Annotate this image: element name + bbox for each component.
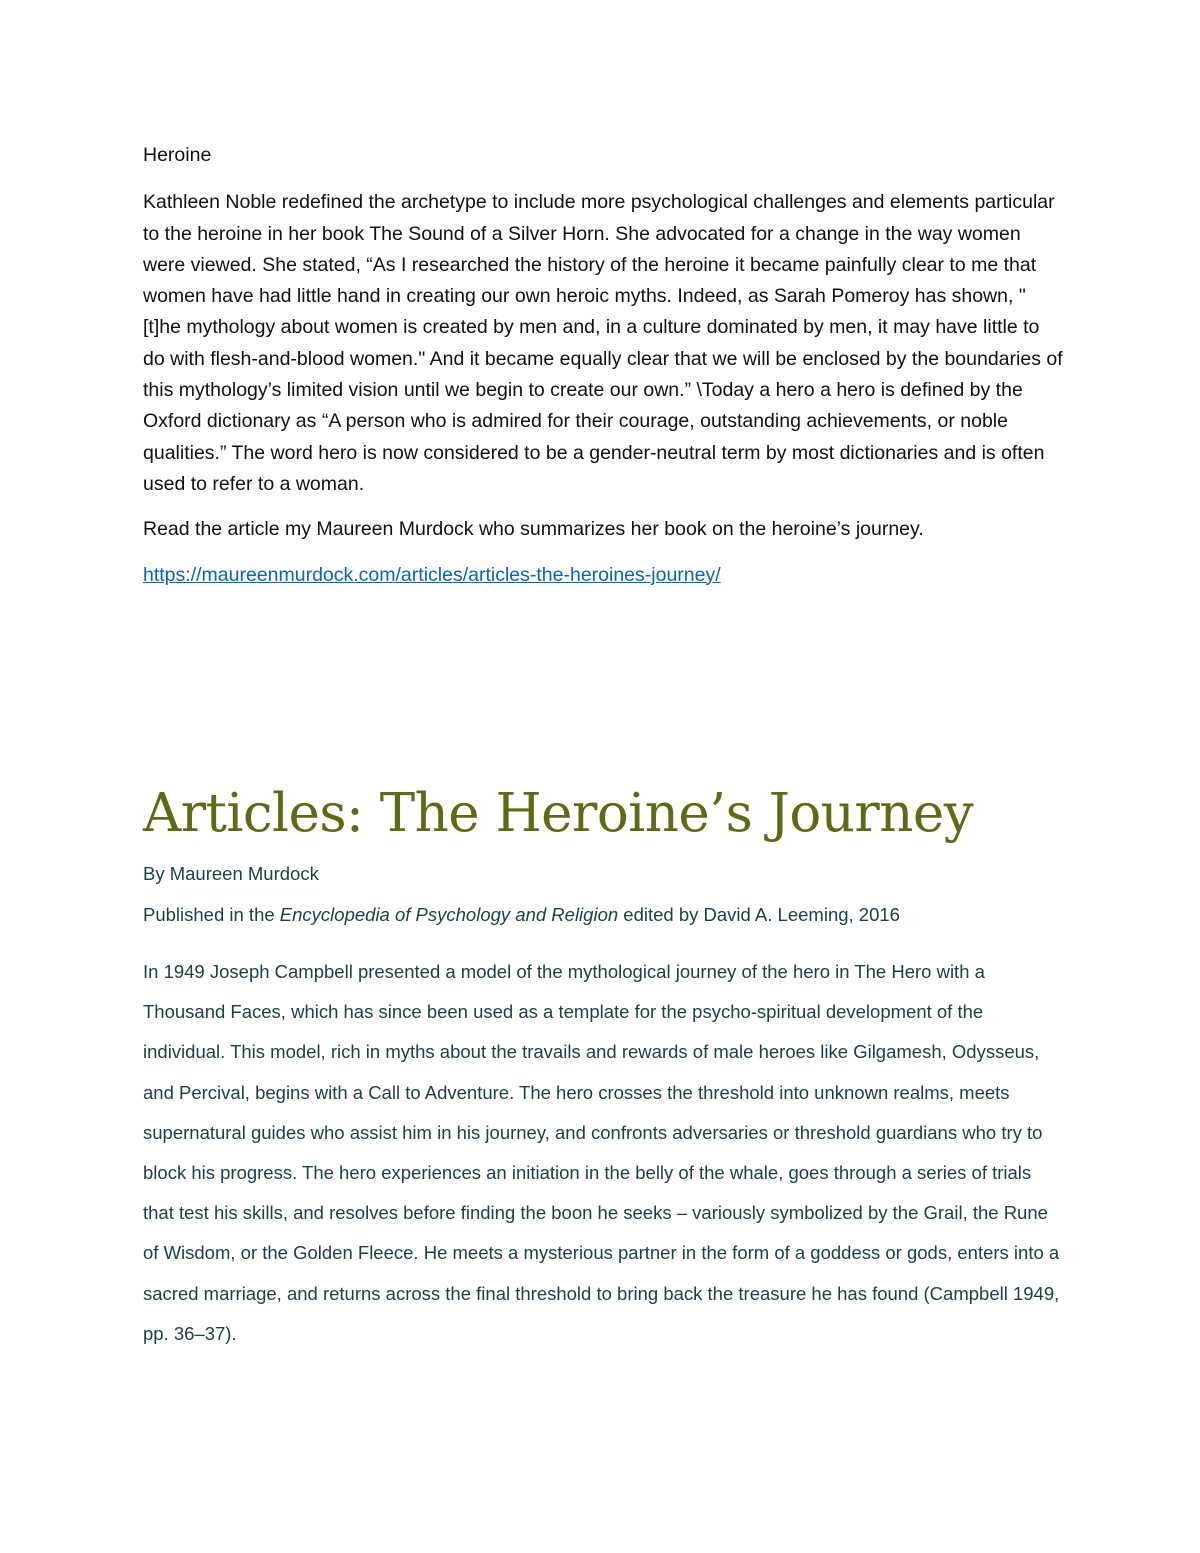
article-link[interactable]: https://maureenmurdock.com/articles/articles-the-heroines-journey/ [143,563,721,586]
essay-paragraph: Kathleen Noble redefined the archetype to include more psychological challenges and elements particular to the heroine in her book The Sound of a Silver Horn. She advocated for a change in the way women were viewed. She stated, “As I researched the history of the heroine it became painfully clear to me that women have had little hand in creating our own heroic myths. Indeed, as Sarah Pomeroy has shown, "[t]he mythology about women is created by men and, in a culture dominated by men, it may have little to do with flesh-and-blood women." And it became equally clear that we will be enclosed by the boundaries of this mythology’s limited vision until we begin to create our own.” \Today a hero a hero is defined by the Oxford dictionary as “A person who is admired for their courage, outstanding achievements, or noble qualities.” The word hero is now considered to be a gender-neutral term by most dictionaries and is often used to refer to a woman. [143,191,1063,495]
section-heading: Heroine [143,144,212,166]
publication-source: Encyclopedia of Psychology and Religion [279,904,619,925]
article-intro-paragraph: Read the article my Maureen Murdock who summarizes her book on the heroine’s journey. [143,518,924,541]
article-publication-note [143,902,1063,928]
article-section [143,774,1063,1354]
article-link-paragraph [143,560,1063,591]
article-byline: By Maureen Murdock [143,863,319,884]
publication-prefix: Published in the [143,904,280,925]
article-body-paragraph: In 1949 Joseph Campbell presented a model of the mythological journey of the hero in The Hero with a Thousand Faces, which has since been used as a template for the psycho-spiritual development of the individual. This model, rich in myths about the travails and rewards of male heroes like Gilgamesh, Odysseus, and Percival, begins with a Call to Adventure. The hero crosses the threshold into unknown realms, meets supernatural guides who assist him in his journey, and confronts adversaries or threshold guardians who try to block his progress. The hero experiences an initiation in the belly of the whale, goes through a series of trials that test his skills, and resolves before finding the boon he seeks – variously symbolized by the Grail, the Rune of Wisdom, or the Golden Fleece. He meets a mysterious partner in the form of a goddess or gods, enters into a sacred marriage, and returns across the final threshold to bring back the treasure he has found (Campbell 1949, pp. 36–37). [143,961,1060,1344]
essay-section [143,140,1063,605]
article-title: Articles: The Heroine’s Journey [143,783,974,844]
publication-suffix: edited by David A. Leeming, 2016 [618,904,900,925]
